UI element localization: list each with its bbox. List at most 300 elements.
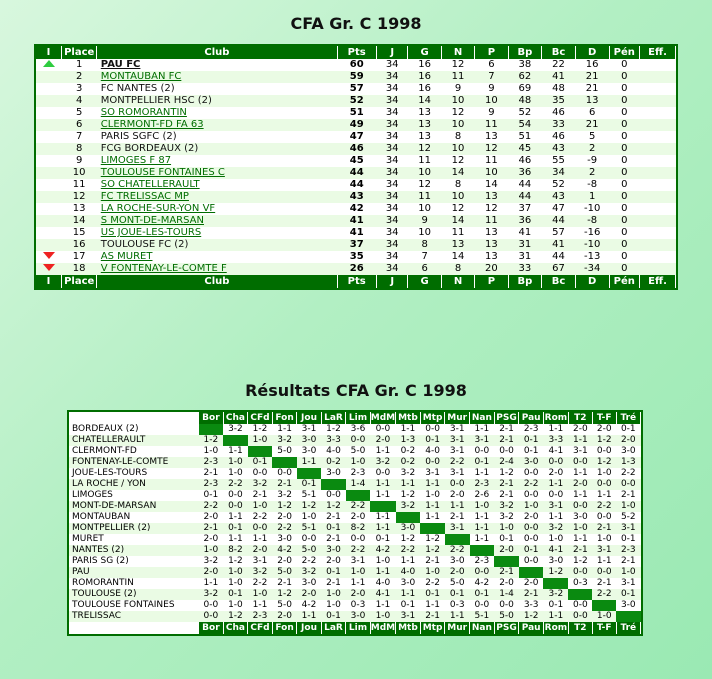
score-cell: 3-0: [400, 578, 416, 588]
bc-cell: 46: [552, 107, 565, 118]
points-cell: 43: [337, 191, 376, 203]
n-cell: 11: [451, 227, 465, 238]
score-cell: 1-0: [248, 589, 273, 600]
club-cell: [97, 191, 337, 203]
score-cell: 0-0: [277, 468, 292, 478]
score-cell: 0-0: [519, 523, 544, 534]
score-cell: 1-1: [400, 424, 416, 434]
score-cell: 3-0: [346, 611, 371, 622]
standings-row: [36, 59, 676, 71]
results-row: [69, 600, 641, 611]
standings-header-cell: G: [408, 275, 441, 288]
place-cell: 6: [62, 119, 97, 131]
score-cell: 2-1: [449, 512, 465, 522]
arrow-down-icon: [43, 252, 55, 259]
score-cell: 0-0: [474, 446, 490, 456]
results-team-name: JOUE-LES-TOURS: [72, 468, 148, 478]
score-cell: 2-0: [326, 556, 341, 566]
bp-cell: 41: [518, 227, 532, 238]
club-cell: [97, 95, 337, 107]
d-cell: -10: [583, 203, 601, 214]
score-cell: 1-1: [474, 424, 490, 434]
j-cell: 34: [376, 263, 408, 275]
club-link[interactable]: CLERMONT-FD FA 63: [100, 119, 204, 130]
score-cell: 1-2: [223, 611, 248, 622]
j-cell: 34: [385, 59, 399, 70]
score-cell: 0-0: [425, 424, 440, 434]
score-cell: 1-1: [470, 523, 495, 534]
pen-cell: 0: [609, 263, 640, 275]
score-cell: 1-0: [568, 523, 592, 534]
results-column-header: T-F: [592, 412, 616, 424]
diagonal-cell: [346, 490, 371, 501]
score-cell: 1-0: [326, 600, 341, 610]
score-cell: 4-2: [272, 545, 297, 556]
eff-cell: [640, 263, 676, 275]
standings-header-cell: Club: [97, 275, 337, 288]
results-team-name: PAU: [69, 567, 199, 578]
results-title: Résultats CFA Gr. C 1998: [245, 381, 467, 400]
pen-cell: 0: [621, 227, 628, 238]
bp-cell: 52: [518, 107, 532, 118]
standings-row: [36, 155, 676, 167]
score-cell: 3-0: [301, 446, 317, 456]
score-cell: 0-0: [228, 490, 243, 500]
score-cell: 1-1: [396, 589, 421, 600]
p-cell: 11: [485, 155, 498, 166]
place-cell: 12: [62, 191, 97, 203]
results-column-header: Mtp: [420, 412, 445, 424]
diagonal-cell: [420, 523, 445, 534]
score-cell: 8-2: [223, 545, 248, 556]
results-column-header: Mur: [445, 622, 470, 634]
score-cell: 5-1: [297, 523, 321, 534]
score-cell: 1-2: [543, 567, 568, 578]
standings-footer-row: [36, 275, 676, 288]
p-cell: 13: [485, 131, 498, 142]
standings-header-cell: P: [475, 275, 508, 288]
standings-header-cell: Place: [62, 46, 97, 59]
results-column-header: T2: [568, 622, 592, 634]
score-cell: 5-1: [470, 611, 495, 622]
score-cell: 1-3: [616, 457, 640, 468]
club-link[interactable]: AS MURET: [100, 251, 153, 262]
score-cell: 2-0: [370, 435, 395, 446]
score-cell: 3-2: [543, 523, 568, 534]
score-cell: 1-0: [199, 545, 223, 556]
results-column-header: Bor: [199, 412, 223, 424]
score-cell: 2-0: [203, 534, 219, 544]
results-column-header: MdM: [370, 413, 396, 423]
club-cell: [97, 83, 337, 95]
diagonal-cell: [568, 589, 592, 600]
score-cell: 8-2: [346, 523, 371, 534]
n-cell: 8: [454, 131, 462, 142]
score-cell: 1-1: [370, 523, 395, 534]
results-column-header: Mur: [445, 412, 470, 424]
score-cell: 2-1: [592, 523, 616, 534]
place-cell: 7: [75, 131, 83, 142]
results-column-header: Tré: [616, 412, 640, 424]
score-cell: 2-0: [568, 479, 592, 490]
score-cell: 3-2: [203, 556, 219, 566]
d-cell: -8: [575, 215, 609, 227]
j-cell: 34: [376, 119, 408, 131]
points-cell: 51: [349, 107, 364, 118]
d-cell: 16: [585, 59, 599, 70]
results-column-header: LaR: [321, 412, 346, 424]
results-row: [69, 501, 641, 512]
points-cell: 41: [337, 215, 376, 227]
score-cell: 2-0: [445, 567, 470, 578]
results-team-name: TOULOUSE (2): [69, 589, 199, 600]
score-cell: 1-0: [470, 501, 495, 512]
club-cell: [97, 263, 337, 275]
score-cell: 1-1: [252, 600, 268, 610]
bc-cell: 57: [552, 227, 565, 238]
score-cell: 0-0: [572, 600, 588, 610]
n-cell: 9: [454, 83, 462, 94]
score-cell: 0-0: [523, 534, 539, 544]
score-cell: 2-2: [301, 556, 317, 566]
club-link[interactable]: MONTAUBAN FC: [100, 71, 182, 82]
arrow-cell: [36, 251, 62, 263]
standings-row: [36, 167, 676, 179]
standings-header-cell: Eff.: [640, 46, 676, 59]
results-team-name: CHATELLERAULT: [69, 435, 199, 446]
club-link[interactable]: US JOUE-LES-TOURS: [100, 227, 202, 238]
results-team-name: TRELISSAC: [69, 611, 199, 622]
score-cell: 0-0: [596, 446, 612, 456]
score-cell: 1-0: [370, 611, 395, 622]
score-cell: 1-1: [420, 479, 445, 490]
results-column-header: Fon: [272, 412, 297, 424]
bp-cell: 36: [508, 167, 542, 179]
club-cell: [97, 179, 337, 191]
score-cell: 2-1: [494, 435, 519, 446]
score-cell: 2-1: [519, 589, 544, 600]
club-link[interactable]: S MONT-DE-MARSAN: [100, 215, 204, 226]
j-cell: 34: [376, 191, 408, 203]
score-cell: 1-1: [596, 556, 612, 566]
n-cell: 8: [441, 263, 474, 275]
pen-cell: 0: [621, 179, 628, 190]
score-cell: 0-0: [523, 468, 539, 478]
p-cell: 11: [475, 215, 508, 227]
score-cell: 4-2: [301, 600, 317, 610]
diagonal-cell: [223, 435, 248, 446]
score-cell: 0-0: [248, 523, 273, 534]
club-cell: [97, 71, 337, 83]
results-column-header: Cha: [223, 412, 248, 424]
score-cell: 1-1: [445, 501, 470, 512]
pen-cell: 0: [609, 191, 640, 203]
score-cell: 3-0: [396, 523, 421, 534]
arrow-cell: [36, 71, 62, 83]
g-cell: 7: [421, 251, 428, 262]
pen-cell: 0: [621, 251, 628, 262]
score-cell: 1-1: [400, 556, 416, 566]
score-cell: 4-2: [474, 578, 490, 588]
d-cell: 6: [588, 107, 596, 118]
score-cell: 0-1: [297, 479, 321, 490]
club-cell: [97, 203, 337, 215]
diagonal-cell: [494, 556, 519, 567]
bp-cell: 38: [518, 59, 532, 70]
j-cell: 34: [385, 155, 399, 166]
score-cell: 0-0: [568, 567, 592, 578]
results-team-name: MONTPELLIER (2): [69, 523, 199, 534]
score-cell: 0-1: [445, 589, 470, 600]
standings-header-row: [36, 46, 676, 59]
arrow-cell: [36, 155, 62, 167]
results-row: [69, 545, 641, 556]
standings-header-cell: Bp: [508, 275, 542, 288]
standings-row: [36, 71, 676, 83]
results-row: [69, 457, 641, 468]
score-cell: 0-1: [321, 567, 346, 578]
club-link[interactable]: LIMOGES F 87: [100, 155, 172, 166]
score-cell: 0-0: [499, 446, 514, 456]
g-cell: 10: [418, 203, 432, 214]
score-cell: 2-0: [199, 567, 223, 578]
score-cell: 3-1: [449, 468, 465, 478]
d-cell: 13: [575, 95, 609, 107]
score-cell: 3-0: [519, 457, 544, 468]
score-cell: 1-0: [420, 567, 445, 578]
bc-cell: 41: [542, 239, 576, 251]
score-cell: 3-2: [396, 501, 421, 512]
n-cell: 12: [451, 203, 465, 214]
score-cell: 2-1: [620, 556, 636, 566]
score-cell: 2-0: [272, 611, 297, 622]
place-cell: 8: [62, 143, 97, 155]
diagonal-cell: [543, 578, 568, 589]
score-cell: 1-0: [321, 589, 346, 600]
p-cell: 13: [475, 239, 508, 251]
club-link[interactable]: TOULOUSE FONTAINES C: [100, 167, 225, 178]
club-link[interactable]: FC TRELISSAC MP: [100, 191, 189, 202]
score-cell: 4-0: [326, 446, 341, 456]
points-cell: 46: [337, 143, 376, 155]
score-cell: 2-2: [199, 501, 223, 512]
standings-header-cell: Pts: [337, 46, 376, 59]
score-cell: 3-1: [620, 578, 636, 588]
score-cell: 3-2: [272, 435, 297, 446]
d-cell: 2: [575, 167, 609, 179]
score-cell: 1-0: [596, 468, 612, 478]
results-team-name: FONTENAY-LE-COMTE: [69, 457, 199, 468]
score-cell: 1-1: [228, 512, 243, 522]
score-cell: 1-1: [375, 490, 391, 500]
standings-header-cell: Bc: [542, 46, 576, 59]
score-cell: 0-0: [346, 435, 371, 446]
score-cell: 0-3: [350, 600, 366, 610]
standings-header-cell: Bc: [542, 275, 576, 288]
score-cell: 2-0: [203, 512, 219, 522]
j-cell: 34: [376, 239, 408, 251]
d-cell: 21: [575, 119, 609, 131]
bc-cell: 55: [552, 155, 565, 166]
arrow-cell: [36, 59, 62, 71]
score-cell: 4-0: [396, 567, 421, 578]
score-cell: 3-1: [449, 446, 465, 456]
score-cell: 2-1: [596, 578, 612, 588]
bp-cell: 36: [508, 215, 542, 227]
score-cell: 0-0: [596, 512, 612, 522]
results-column-header: Fon: [272, 622, 297, 634]
results-column-header: Pau: [519, 622, 544, 634]
g-cell: 14: [408, 95, 441, 107]
results-column-header: Nan: [470, 622, 495, 634]
score-cell: 1-0: [228, 578, 243, 588]
results-column-header: Lim: [346, 622, 371, 634]
diagonal-cell: [248, 446, 273, 457]
standings-row: [36, 215, 676, 227]
score-cell: 0-1: [420, 435, 445, 446]
score-cell: 1-1: [543, 611, 568, 622]
bp-cell: 33: [508, 263, 542, 275]
results-column-header: T2: [568, 412, 592, 424]
score-cell: 2-2: [425, 578, 440, 588]
score-cell: 0-1: [519, 435, 544, 446]
d-cell: -10: [575, 239, 609, 251]
results-column-header: Jou: [297, 412, 321, 424]
club-link[interactable]: LA ROCHE-SUR-YON VF: [100, 203, 216, 214]
results-column-header: Cha: [223, 622, 248, 634]
eff-cell: [640, 119, 676, 131]
results-row: [69, 534, 641, 545]
score-cell: 3-1: [425, 468, 440, 478]
eff-cell: [640, 107, 676, 119]
score-cell: 1-0: [616, 567, 640, 578]
bp-cell: 31: [508, 239, 542, 251]
pen-cell: 0: [609, 95, 640, 107]
club-link[interactable]: SO ROMORANTIN: [100, 107, 187, 118]
arrow-cell: [36, 191, 62, 203]
score-cell: 2-3: [523, 424, 539, 434]
arrow-cell: [36, 95, 62, 107]
score-cell: 4-1: [548, 446, 564, 456]
p-cell: 6: [488, 59, 495, 70]
score-cell: 3-6: [350, 424, 366, 434]
j-cell: 34: [385, 203, 399, 214]
score-cell: 1-2: [592, 435, 616, 446]
eff-cell: [640, 239, 676, 251]
points-cell: 49: [337, 119, 376, 131]
score-cell: 1-2: [321, 501, 346, 512]
g-cell: 16: [418, 83, 432, 94]
n-cell: 10: [441, 95, 474, 107]
score-cell: 1-0: [346, 567, 371, 578]
club-cell: [97, 107, 337, 119]
points-cell: 45: [349, 155, 364, 166]
score-cell: 1-1: [228, 446, 243, 456]
score-cell: 1-3: [396, 435, 421, 446]
arrow-cell: [36, 107, 62, 119]
score-cell: 1-1: [203, 578, 219, 588]
club-name: MONTPELLIER HSC (2): [100, 95, 212, 106]
points-cell: 37: [337, 239, 376, 251]
results-row: [69, 556, 641, 567]
score-cell: 0-0: [592, 479, 616, 490]
bp-cell: 69: [518, 83, 532, 94]
standings-row: [36, 203, 676, 215]
score-cell: 0-0: [616, 479, 640, 490]
eff-cell: [640, 131, 676, 143]
score-cell: 2-1: [326, 512, 341, 522]
score-cell: 5-1: [301, 490, 317, 500]
results-row: [69, 435, 641, 446]
results-column-header: PSG: [494, 622, 519, 634]
n-cell: 11: [441, 71, 474, 83]
score-cell: 3-1: [572, 446, 588, 456]
results-row: [69, 589, 641, 600]
score-cell: 0-0: [470, 567, 495, 578]
pen-cell: 0: [621, 155, 628, 166]
score-cell: 2-2: [252, 578, 268, 588]
results-column-header: LaR: [321, 622, 346, 634]
j-cell: 34: [376, 143, 408, 155]
standings-header-cell: Place: [62, 275, 97, 288]
score-cell: 2-2: [445, 457, 470, 468]
score-cell: 3-2: [248, 479, 273, 490]
results-row: [69, 567, 641, 578]
score-cell: 0-1: [499, 534, 514, 544]
results-row: [69, 446, 641, 457]
score-cell: 2-0: [523, 512, 539, 522]
j-cell: 34: [376, 167, 408, 179]
arrow-cell: [36, 167, 62, 179]
arrow-cell: [36, 83, 62, 95]
results-team-name: LIMOGES: [72, 490, 113, 500]
score-cell: 0-3: [572, 578, 588, 588]
club-link[interactable]: PAU FC: [100, 59, 141, 70]
score-cell: 3-1: [350, 556, 366, 566]
score-cell: 0-1: [420, 589, 445, 600]
score-cell: 0-1: [523, 446, 539, 456]
bp-cell: 46: [518, 155, 532, 166]
score-cell: 0-1: [223, 523, 248, 534]
score-cell: 1-1: [420, 501, 445, 512]
club-cell: [97, 155, 337, 167]
bp-cell: 45: [508, 143, 542, 155]
eff-cell: [640, 155, 676, 167]
results-row: [69, 512, 641, 523]
club-link[interactable]: SO CHATELLERAULT: [100, 179, 200, 190]
results-column-header: Jou: [297, 622, 321, 634]
results-column-header: Nan: [470, 412, 495, 424]
results-column-header: PSG: [494, 412, 519, 424]
pen-cell: 0: [609, 239, 640, 251]
score-cell: 0-0: [474, 600, 490, 610]
diagonal-cell: [519, 567, 544, 578]
score-cell: 1-2: [228, 556, 243, 566]
n-cell: 10: [441, 143, 474, 155]
g-cell: 10: [418, 227, 432, 238]
score-cell: 3-1: [616, 523, 640, 534]
score-cell: 1-1: [277, 424, 292, 434]
eff-cell: [640, 191, 676, 203]
place-cell: 16: [62, 239, 97, 251]
diagonal-cell: [321, 479, 346, 490]
club-cell: [97, 251, 337, 263]
score-cell: 1-2: [272, 501, 297, 512]
standings-row: [36, 119, 676, 131]
score-cell: 3-0: [297, 435, 321, 446]
club-link[interactable]: V FONTENAY-LE-COMTE F: [100, 263, 227, 274]
p-cell: 14: [485, 179, 498, 190]
